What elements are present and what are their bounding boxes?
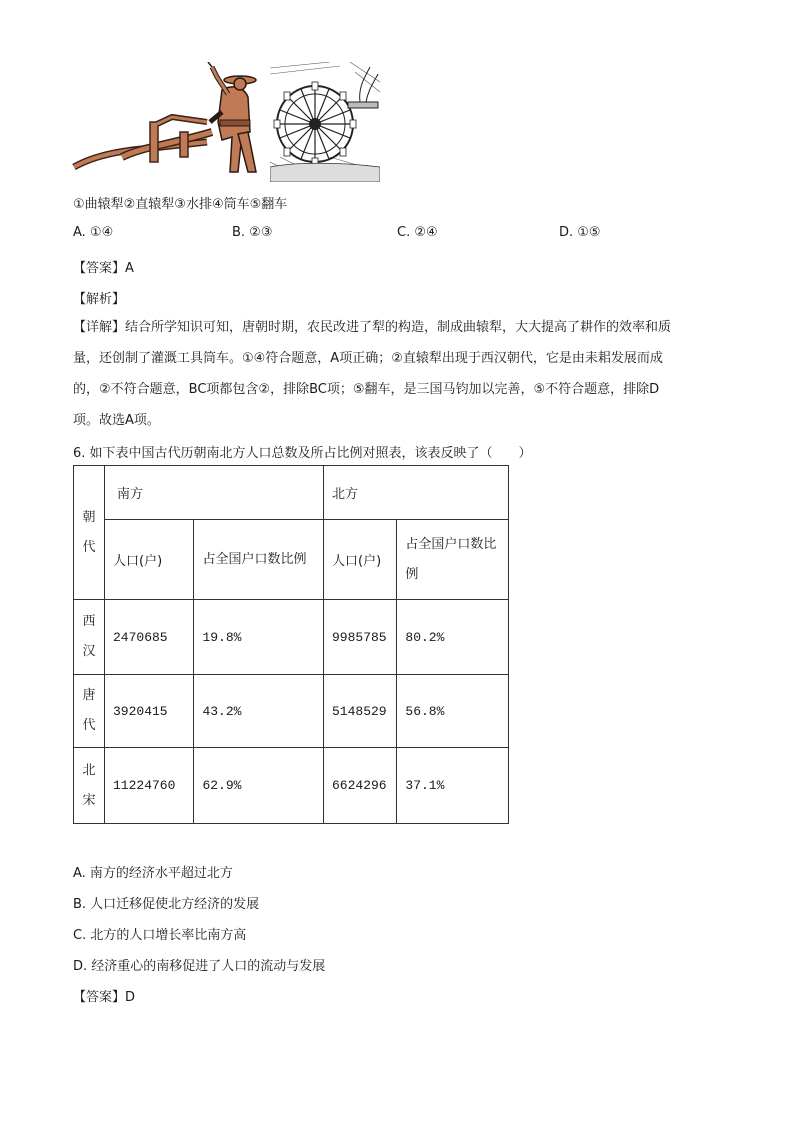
dynasty-cell [74,600,105,675]
south-header: 南方 [105,466,324,520]
q5-detail-line-2: 量，还创制了灌溉工具筒车。①④符合题意，A项正确；②直辕犁出现于西汉朝代，它是由耒耜发展而成 [73,351,663,366]
south-ratio-value: 19.8% [194,600,324,675]
north-pop-col: 人口(户) [324,520,397,600]
table-row [74,675,509,748]
south-ratio-value: 62.9% [194,748,324,824]
q6-option-a: A. 南方的经济水平超过北方 [73,866,233,881]
south-ratio-col-cell [194,520,324,600]
q6-answer: 【答案】D [73,990,136,1005]
population-table [73,465,509,824]
q5-option-d: D. ①⑤ [559,225,601,240]
q5-option-c: C. ②④ [397,225,438,240]
north-pop-value: 9985785 [324,600,397,675]
q6-stem: 6. 如下表中国古代历朝南北方人口总数及所占比例对照表，该表反映了（ ） [73,446,532,461]
north-ratio-col-cell [397,520,509,600]
waterwheel-illustration [270,62,380,182]
dynasty-name: 西汉 [82,614,96,659]
plow-illustration [72,62,262,177]
dynasty-header: 朝代 [82,509,96,555]
south-ratio-value: 43.2% [194,675,324,748]
north-header: 北方 [324,466,509,520]
table-row [74,600,509,675]
north-ratio-value: 56.8% [397,675,509,748]
q6-option-b: B. 人口迁移促使北方经济的发展 [73,897,260,912]
dynasty-name: 北宋 [82,762,96,808]
q5-option-b: B. ②③ [232,225,273,240]
south-pop-value: 11224760 [105,748,194,824]
q5-detail-line-1: 【详解】结合所学知识可知，唐朝时期，农民改进了犁的构造，制成曲辕犁，大大提高了耕作的效率和质 [73,320,672,335]
dynasty-cell [74,675,105,748]
south-pop-col: 人口(户) [105,520,194,600]
south-pop-value: 3920415 [105,675,194,748]
dynasty-cell [74,748,105,824]
north-pop-value: 5148529 [324,675,397,748]
q5-items-line: ①曲辕犁②直辕犁③水排④筒车⑤翻车 [73,197,288,212]
north-pop-value: 6624296 [324,748,397,824]
table-row [74,748,509,824]
q6-option-c: C. 北方的人口增长率比南方高 [73,928,247,943]
south-pop-value: 2470685 [105,600,194,675]
dynasty-header-cell [74,466,105,600]
north-ratio-value: 80.2% [397,600,509,675]
north-ratio-value: 37.1% [397,748,509,824]
dynasty-name: 唐代 [82,688,96,733]
south-ratio-col: 占全国户口数比例 [202,551,307,567]
q5-detail-line-3: 的，②不符合题意，BC项都包含②，排除BC项；⑤翻车，是三国马钧加以完善，⑤不符合题意，排除D [73,382,660,397]
q6-option-d: D. 经济重心的南移促进了人口的流动与发展 [73,959,326,974]
q5-answer: 【答案】A [73,261,134,276]
q5-detail-line-4: 项。故选A项。 [73,413,160,428]
q5-analysis-heading: 【解析】 [73,292,126,307]
q5-option-a: A. ①④ [73,225,114,240]
north-ratio-col: 占全国户口数比例 [405,536,497,582]
